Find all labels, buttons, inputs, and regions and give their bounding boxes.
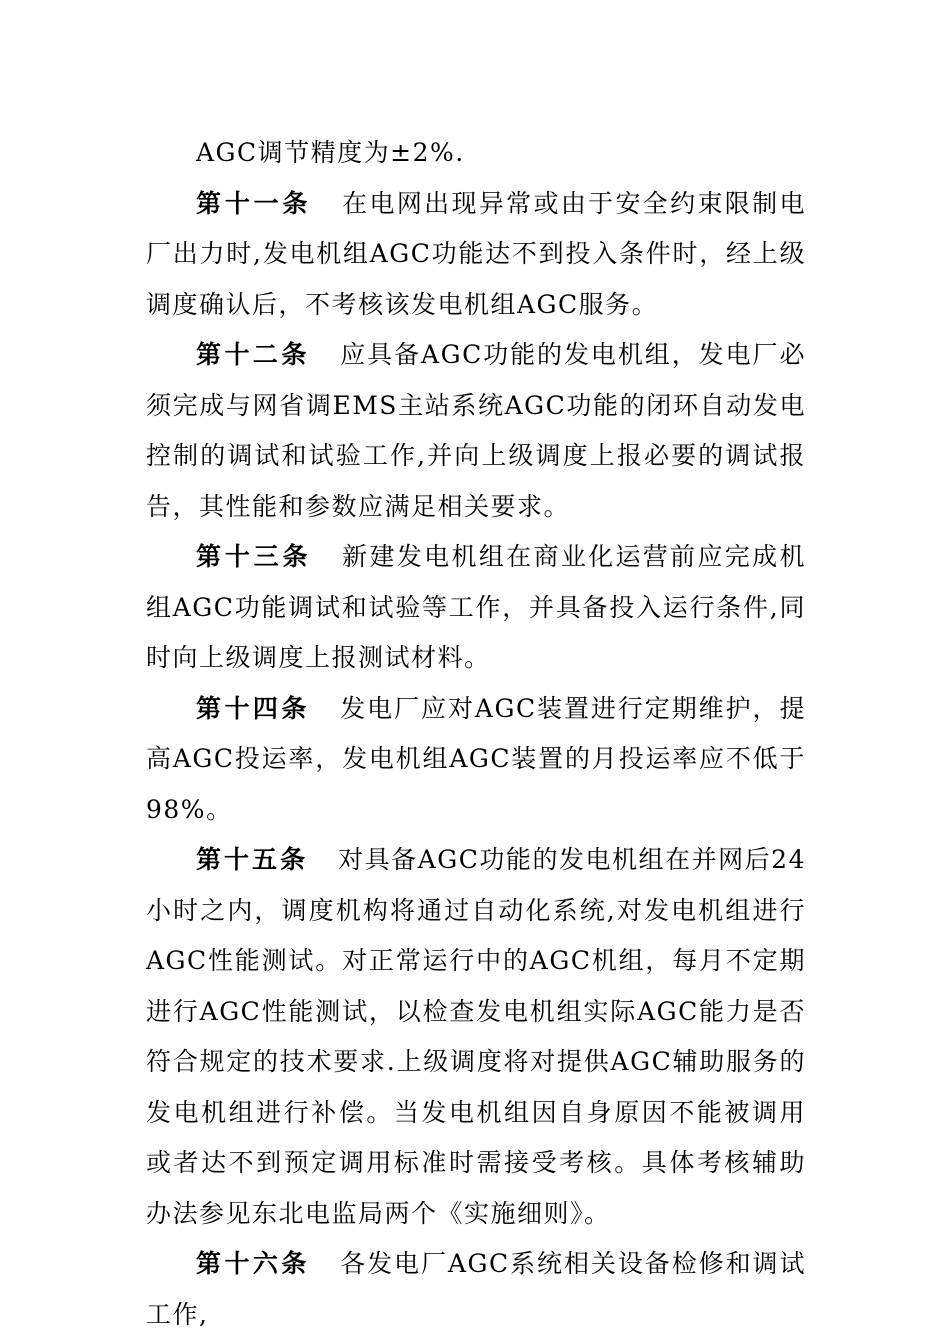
article-number: 第十三条 — [196, 542, 312, 571]
paragraph-text: 各发电厂AGC系统相关设备检修和调试工作, — [146, 1249, 806, 1329]
article-13 — [146, 532, 806, 684]
article-12 — [146, 330, 806, 532]
article-number: 第十一条 — [196, 188, 312, 218]
article-14 — [146, 684, 806, 836]
paragraph-text: 应具备AGC功能的发电机组，发电厂必须完成与网省调EMS主站系统AGC功能的闭环自动发电控制的调试和试验工作,并向上级调度上报必要的调试报告，其性能和参数应满足相关要求。 — [146, 340, 806, 521]
article-15 — [146, 835, 806, 1239]
paragraph-continuation — [146, 128, 806, 179]
article-number: 第十二条 — [196, 340, 310, 369]
paragraph-text: 发电厂应对AGC装置进行定期维护，提高AGC投运率，发电机组AGC装置的月投运率应不低于98%。 — [146, 693, 806, 824]
article-16 — [146, 1239, 806, 1340]
paragraph-text: 新建发电机组在商业化运营前应完成机组AGC功能调试和试验等工作，并具备投入运行条件,同时向上级调度上报测试材料。 — [146, 542, 806, 672]
article-number: 第十五条 — [196, 845, 309, 874]
article-number: 第十四条 — [196, 693, 310, 723]
paragraph-text: AGC调节精度为±2%. — [196, 138, 465, 167]
paragraph-text: 对具备AGC功能的发电机组在并网后24小时之内，调度机构将通过自动化系统,对发电机组进行AGC性能测试。对正常运行中的AGC机组，每月不定期进行AGC性能测试，以检查发电机组实际AGC能力是否符合规定的技术要求.上级调度将对提供AGC辅助服务的发电机组进行补偿。当发电机组因自身原因不能被调用或者达不到预定调用标准时需接受考核。具体考核辅助办法参见东北电监局两个《实施细则》。 — [146, 845, 806, 1228]
paragraph-text: 在电网出现异常或由于安全约束限制电厂出力时,发电机组AGC功能达不到投入条件时，经上级调度确认后，不考核该发电机组AGC服务。 — [146, 188, 806, 319]
article-number: 第十六条 — [196, 1249, 310, 1278]
document-body — [146, 128, 806, 1340]
article-11 — [146, 179, 806, 331]
